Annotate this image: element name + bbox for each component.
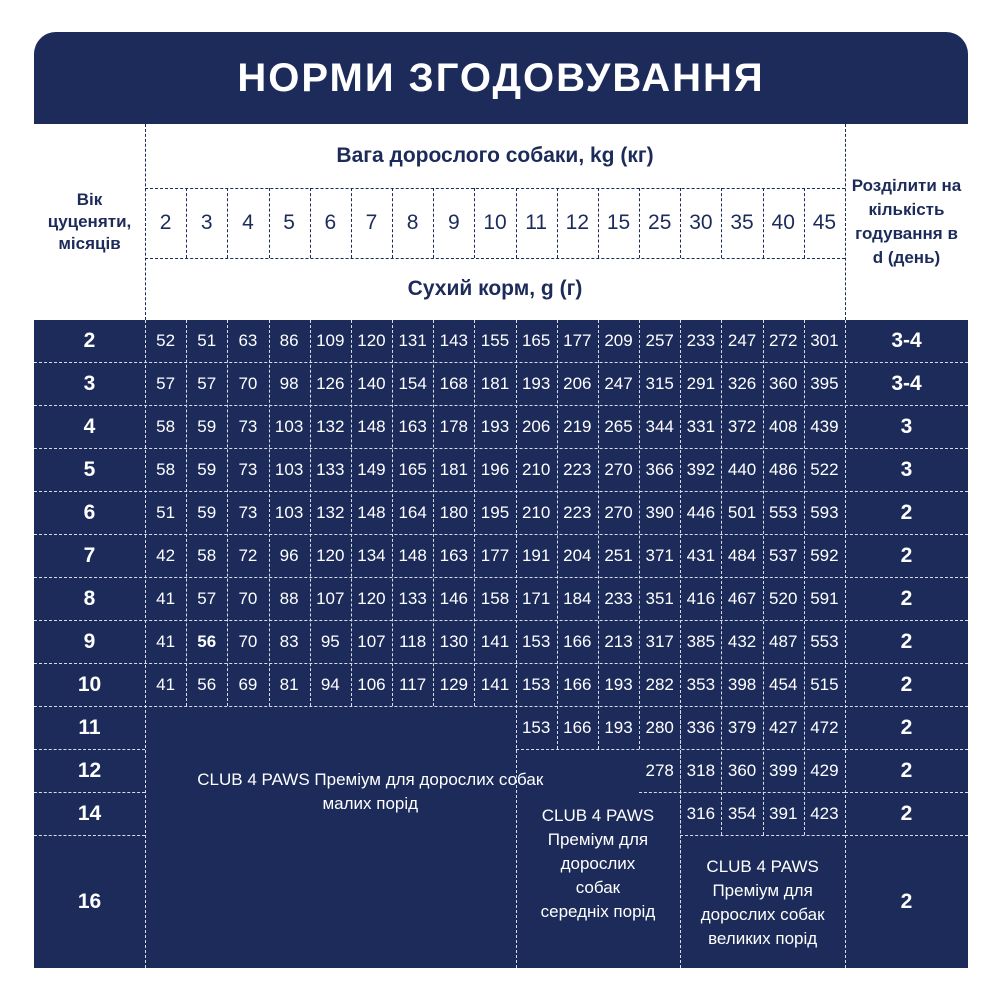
feedings-cell: 2 <box>900 586 913 610</box>
value-cell: 130 <box>439 631 468 651</box>
header-divider <box>516 188 517 258</box>
value-cell: 51 <box>156 502 176 522</box>
value-cell: 520 <box>769 588 798 608</box>
value-cell: 153 <box>521 631 551 651</box>
grid-line <box>351 320 352 706</box>
value-cell: 72 <box>238 545 258 565</box>
value-cell: 120 <box>316 545 345 565</box>
grid-line <box>474 320 475 706</box>
value-cell: 59 <box>197 459 217 479</box>
value-cell: 416 <box>686 588 716 608</box>
age-cell: 3 <box>83 371 96 395</box>
title-bar <box>34 32 968 124</box>
age-cell: 8 <box>83 586 96 610</box>
weight-value: 11 <box>525 211 548 234</box>
weight-value: 7 <box>365 211 378 234</box>
value-cell: 379 <box>727 717 757 737</box>
value-cell: 553 <box>810 631 839 651</box>
value-cell: 219 <box>563 416 592 436</box>
value-cell: 57 <box>156 373 176 393</box>
weight-value: 3 <box>200 211 213 234</box>
age-cell: 11 <box>78 715 101 739</box>
value-cell: 193 <box>604 717 633 737</box>
grid-line <box>845 749 968 750</box>
age-column-header: Вік цуценяти, місяців <box>47 190 132 253</box>
weight-value: 12 <box>565 211 590 234</box>
feedings-cell: 3 <box>900 414 913 438</box>
value-cell: 58 <box>156 459 176 479</box>
grid-line <box>804 320 805 835</box>
value-cell: 117 <box>399 674 427 694</box>
value-cell: 153 <box>521 674 551 694</box>
value-cell: 351 <box>645 588 674 608</box>
value-cell: 315 <box>645 373 674 393</box>
value-cell: 148 <box>398 545 427 565</box>
header-divider <box>392 188 393 258</box>
value-cell: 278 <box>645 760 674 780</box>
value-cell: 59 <box>197 502 217 522</box>
age-cell: 5 <box>83 457 96 481</box>
header-divider <box>639 188 640 258</box>
value-cell: 399 <box>769 760 798 780</box>
weight-value: 9 <box>447 211 460 234</box>
medium-breed-product-note: CLUB 4 PAWS Преміум для дорослих собак середніх порід <box>540 806 656 921</box>
grid-line <box>598 320 599 749</box>
feedings-cell: 2 <box>900 715 913 739</box>
value-cell: 56 <box>197 674 217 694</box>
value-cell: 247 <box>604 373 633 393</box>
dry-food-header: Сухий корм, g (г) <box>407 277 583 300</box>
large-breed-product-note: CLUB 4 PAWS Преміум для дорослих собак великих порід <box>700 857 825 948</box>
grid-line <box>34 706 968 707</box>
value-cell: 146 <box>439 588 468 608</box>
value-cell: 206 <box>521 416 551 436</box>
value-cell: 432 <box>727 631 757 651</box>
grid-line <box>845 835 968 836</box>
value-cell: 272 <box>769 331 798 350</box>
value-cell: 41 <box>156 631 176 651</box>
value-cell: 178 <box>439 416 468 436</box>
value-cell: 59 <box>197 416 217 436</box>
value-cell: 70 <box>238 373 258 393</box>
value-cell: 486 <box>769 459 798 479</box>
age-cell: 2 <box>83 329 96 352</box>
value-cell: 553 <box>769 502 798 522</box>
value-cell: 282 <box>645 674 674 694</box>
value-cell: 344 <box>645 416 674 436</box>
header-divider <box>145 124 146 320</box>
feedings-cell: 3-4 <box>891 371 922 395</box>
value-cell: 95 <box>320 631 340 651</box>
weight-value: 45 <box>812 211 837 234</box>
value-cell: 149 <box>357 459 386 479</box>
header-divider <box>763 188 764 258</box>
value-cell: 166 <box>563 674 592 694</box>
value-cell: 184 <box>563 588 592 608</box>
value-cell: 166 <box>563 717 592 737</box>
value-cell: 69 <box>238 674 258 694</box>
value-cell: 247 <box>727 331 757 350</box>
header-divider <box>474 188 475 258</box>
value-cell: 148 <box>357 416 386 436</box>
feedings-cell: 2 <box>900 500 913 524</box>
value-cell: 107 <box>357 631 386 651</box>
value-cell: 165 <box>521 331 551 350</box>
value-cell: 153 <box>521 717 551 737</box>
value-cell: 181 <box>480 373 510 393</box>
value-cell: 204 <box>563 545 592 565</box>
value-cell: 360 <box>769 373 798 393</box>
value-cell: 141 <box>480 674 510 694</box>
value-cell: 133 <box>316 459 345 479</box>
grid-line <box>433 320 434 706</box>
feedings-cell: 2 <box>900 758 913 782</box>
value-cell: 131 <box>398 331 427 350</box>
header-divider <box>804 188 805 258</box>
value-cell: 446 <box>686 502 716 522</box>
value-cell: 134 <box>357 545 386 565</box>
weight-value: 40 <box>771 211 795 234</box>
value-cell: 158 <box>480 588 510 608</box>
value-cell: 317 <box>645 631 674 651</box>
header-divider <box>145 258 845 259</box>
value-cell: 94 <box>320 674 340 694</box>
weight-value: 4 <box>242 211 254 234</box>
value-cell: 501 <box>727 502 757 522</box>
value-cell: 326 <box>727 373 757 393</box>
grid-line <box>34 663 968 664</box>
value-cell: 195 <box>480 502 510 522</box>
value-cell: 140 <box>357 373 386 393</box>
value-cell: 366 <box>645 459 674 479</box>
header-divider <box>845 124 846 320</box>
age-cell: 6 <box>83 500 96 524</box>
grid-line <box>680 835 845 836</box>
value-cell: 440 <box>727 459 757 479</box>
value-cell: 141 <box>480 631 510 651</box>
weight-value: 5 <box>283 211 295 234</box>
value-cell: 180 <box>439 502 468 522</box>
value-cell: 58 <box>197 545 217 565</box>
value-cell: 537 <box>769 545 798 565</box>
divide-column-header: Розділити на кількість годування в d (день) <box>851 176 962 267</box>
weight-header: Вага дорослого собаки, kg (кг) <box>336 144 654 167</box>
value-cell: 73 <box>238 502 258 522</box>
value-cell: 257 <box>645 331 674 350</box>
age-cell: 4 <box>83 414 96 438</box>
value-cell: 132 <box>316 502 345 522</box>
grid-line <box>34 405 968 406</box>
age-cell: 12 <box>77 758 102 782</box>
header-divider <box>598 188 599 258</box>
grid-line <box>34 362 968 363</box>
header-divider <box>433 188 434 258</box>
value-cell: 171 <box>521 588 551 608</box>
value-cell: 70 <box>238 588 258 608</box>
value-cell: 233 <box>604 588 633 608</box>
grid-line <box>145 320 146 968</box>
grid-line <box>845 792 968 793</box>
value-cell: 177 <box>563 331 592 350</box>
grid-line <box>186 320 187 706</box>
value-cell: 291 <box>686 373 716 393</box>
weight-value: 30 <box>689 211 713 234</box>
age-cell: 16 <box>77 889 102 913</box>
weight-value: 8 <box>406 211 419 234</box>
grid-line <box>721 320 722 835</box>
value-cell: 168 <box>439 373 468 393</box>
grid-line <box>34 749 145 750</box>
value-cell: 331 <box>686 416 716 436</box>
weight-value: 15 <box>606 211 631 234</box>
age-cell: 9 <box>83 629 96 653</box>
value-cell: 209 <box>604 331 633 350</box>
value-cell: 484 <box>727 545 757 565</box>
header-divider <box>680 188 681 258</box>
value-cell: 318 <box>686 760 716 780</box>
value-cell: 73 <box>238 416 258 436</box>
value-cell: 165 <box>398 459 427 479</box>
value-cell: 63 <box>238 331 258 350</box>
value-cell: 103 <box>274 416 304 436</box>
value-cell: 148 <box>357 502 386 522</box>
value-cell: 57 <box>197 373 217 393</box>
grid-line <box>34 577 968 578</box>
value-cell: 103 <box>274 502 304 522</box>
value-cell: 431 <box>686 545 716 565</box>
grid-line <box>34 534 968 535</box>
value-cell: 210 <box>521 502 551 522</box>
value-cell: 391 <box>769 803 798 823</box>
age-cell: 14 <box>77 801 102 825</box>
value-cell: 129 <box>439 674 468 694</box>
value-cell: 83 <box>279 631 299 651</box>
value-cell: 58 <box>156 416 176 436</box>
value-cell: 98 <box>279 373 299 393</box>
value-cell: 353 <box>686 674 716 694</box>
age-cell: 10 <box>77 672 102 696</box>
value-cell: 163 <box>439 545 468 565</box>
grid-line <box>227 320 228 706</box>
weight-value: 35 <box>730 211 754 234</box>
weight-value: 10 <box>483 211 507 234</box>
value-cell: 467 <box>727 588 757 608</box>
value-cell: 81 <box>279 674 299 694</box>
feedings-cell: 2 <box>900 543 913 567</box>
value-cell: 120 <box>357 331 386 350</box>
value-cell: 593 <box>810 502 839 522</box>
value-cell: 372 <box>727 416 757 436</box>
value-cell: 223 <box>563 502 592 522</box>
value-cell: 106 <box>357 674 386 694</box>
value-cell: 154 <box>398 373 427 393</box>
value-cell: 96 <box>279 545 299 565</box>
value-cell: 132 <box>316 416 345 436</box>
value-cell: 143 <box>439 331 468 350</box>
grid-line <box>269 320 270 706</box>
value-cell: 223 <box>563 459 592 479</box>
value-cell: 73 <box>238 459 258 479</box>
header-divider <box>145 188 845 189</box>
value-cell: 41 <box>156 674 176 694</box>
value-cell: 439 <box>810 416 839 436</box>
value-cell: 118 <box>399 631 427 651</box>
value-cell: 177 <box>480 545 510 565</box>
value-cell: 181 <box>439 459 468 479</box>
value-cell: 41 <box>156 588 176 608</box>
value-cell: 270 <box>604 459 633 479</box>
value-cell: 395 <box>810 373 839 393</box>
value-cell: 133 <box>398 588 427 608</box>
value-cell: 51 <box>197 331 217 350</box>
value-cell: 270 <box>604 502 633 522</box>
value-cell: 592 <box>810 545 839 565</box>
value-cell: 109 <box>316 331 345 350</box>
value-cell: 591 <box>810 588 839 608</box>
header-divider <box>557 188 558 258</box>
value-cell: 398 <box>727 674 757 694</box>
value-cell: 52 <box>156 331 176 350</box>
value-cell: 390 <box>645 502 674 522</box>
value-cell: 316 <box>686 803 716 823</box>
value-cell: 385 <box>686 631 716 651</box>
value-cell: 107 <box>316 588 345 608</box>
value-cell: 301 <box>810 331 839 350</box>
value-cell: 213 <box>604 631 633 651</box>
grid-line <box>392 320 393 706</box>
grid-line <box>763 320 764 835</box>
value-cell: 336 <box>686 717 716 737</box>
grid-line <box>34 448 968 449</box>
value-cell: 56 <box>197 631 217 651</box>
value-cell: 193 <box>521 373 551 393</box>
header-divider <box>721 188 722 258</box>
value-cell: 472 <box>810 717 839 737</box>
header-divider <box>351 188 352 258</box>
value-cell: 265 <box>604 416 633 436</box>
feedings-cell: 3-4 <box>891 329 922 352</box>
value-cell: 423 <box>810 803 839 823</box>
value-cell: 454 <box>769 674 798 694</box>
grid-line <box>557 320 558 749</box>
feedings-cell: 3 <box>900 457 913 481</box>
value-cell: 354 <box>727 803 757 823</box>
weight-value: 25 <box>648 211 672 234</box>
value-cell: 515 <box>810 674 839 694</box>
grid-line <box>639 320 640 749</box>
value-cell: 163 <box>398 416 427 436</box>
value-cell: 251 <box>604 545 633 565</box>
value-cell: 120 <box>357 588 386 608</box>
header-divider <box>269 188 270 258</box>
header-divider <box>227 188 228 258</box>
value-cell: 191 <box>521 545 551 565</box>
value-cell: 360 <box>727 760 757 780</box>
grid-line <box>845 320 846 968</box>
value-cell: 193 <box>480 416 510 436</box>
header-divider <box>310 188 311 258</box>
value-cell: 408 <box>769 416 798 436</box>
value-cell: 126 <box>316 373 345 393</box>
page-title: НОРМИ ЗГОДОВУВАННЯ <box>237 55 765 100</box>
value-cell: 392 <box>686 459 716 479</box>
value-cell: 70 <box>238 631 258 651</box>
grid-line <box>34 835 145 836</box>
feedings-cell: 2 <box>900 889 913 913</box>
value-cell: 196 <box>480 459 510 479</box>
value-cell: 522 <box>810 459 839 479</box>
weight-value: 2 <box>159 211 172 234</box>
value-cell: 280 <box>645 717 674 737</box>
grid-line <box>34 491 968 492</box>
value-cell: 429 <box>810 760 839 780</box>
value-cell: 42 <box>156 545 176 565</box>
value-cell: 155 <box>480 331 510 350</box>
value-cell: 233 <box>686 331 716 350</box>
value-cell: 487 <box>769 631 798 651</box>
feedings-cell: 2 <box>900 672 913 696</box>
value-cell: 57 <box>197 588 217 608</box>
age-cell: 7 <box>83 543 96 567</box>
value-cell: 103 <box>274 459 304 479</box>
grid-line <box>310 320 311 706</box>
weight-value: 6 <box>324 211 337 234</box>
grid-line <box>34 792 145 793</box>
value-cell: 88 <box>279 588 299 608</box>
value-cell: 86 <box>279 331 299 350</box>
value-cell: 371 <box>645 545 674 565</box>
grid-line <box>34 620 968 621</box>
value-cell: 210 <box>521 459 551 479</box>
header-divider <box>186 188 187 258</box>
small-breed-product-note: CLUB 4 PAWS Преміум для дорослих собак малих порід <box>197 770 544 813</box>
feedings-cell: 2 <box>900 801 913 825</box>
value-cell: 206 <box>563 373 592 393</box>
value-cell: 427 <box>769 717 798 737</box>
value-cell: 166 <box>563 631 592 651</box>
feedings-cell: 2 <box>900 629 913 653</box>
value-cell: 164 <box>398 502 427 522</box>
value-cell: 193 <box>604 674 633 694</box>
